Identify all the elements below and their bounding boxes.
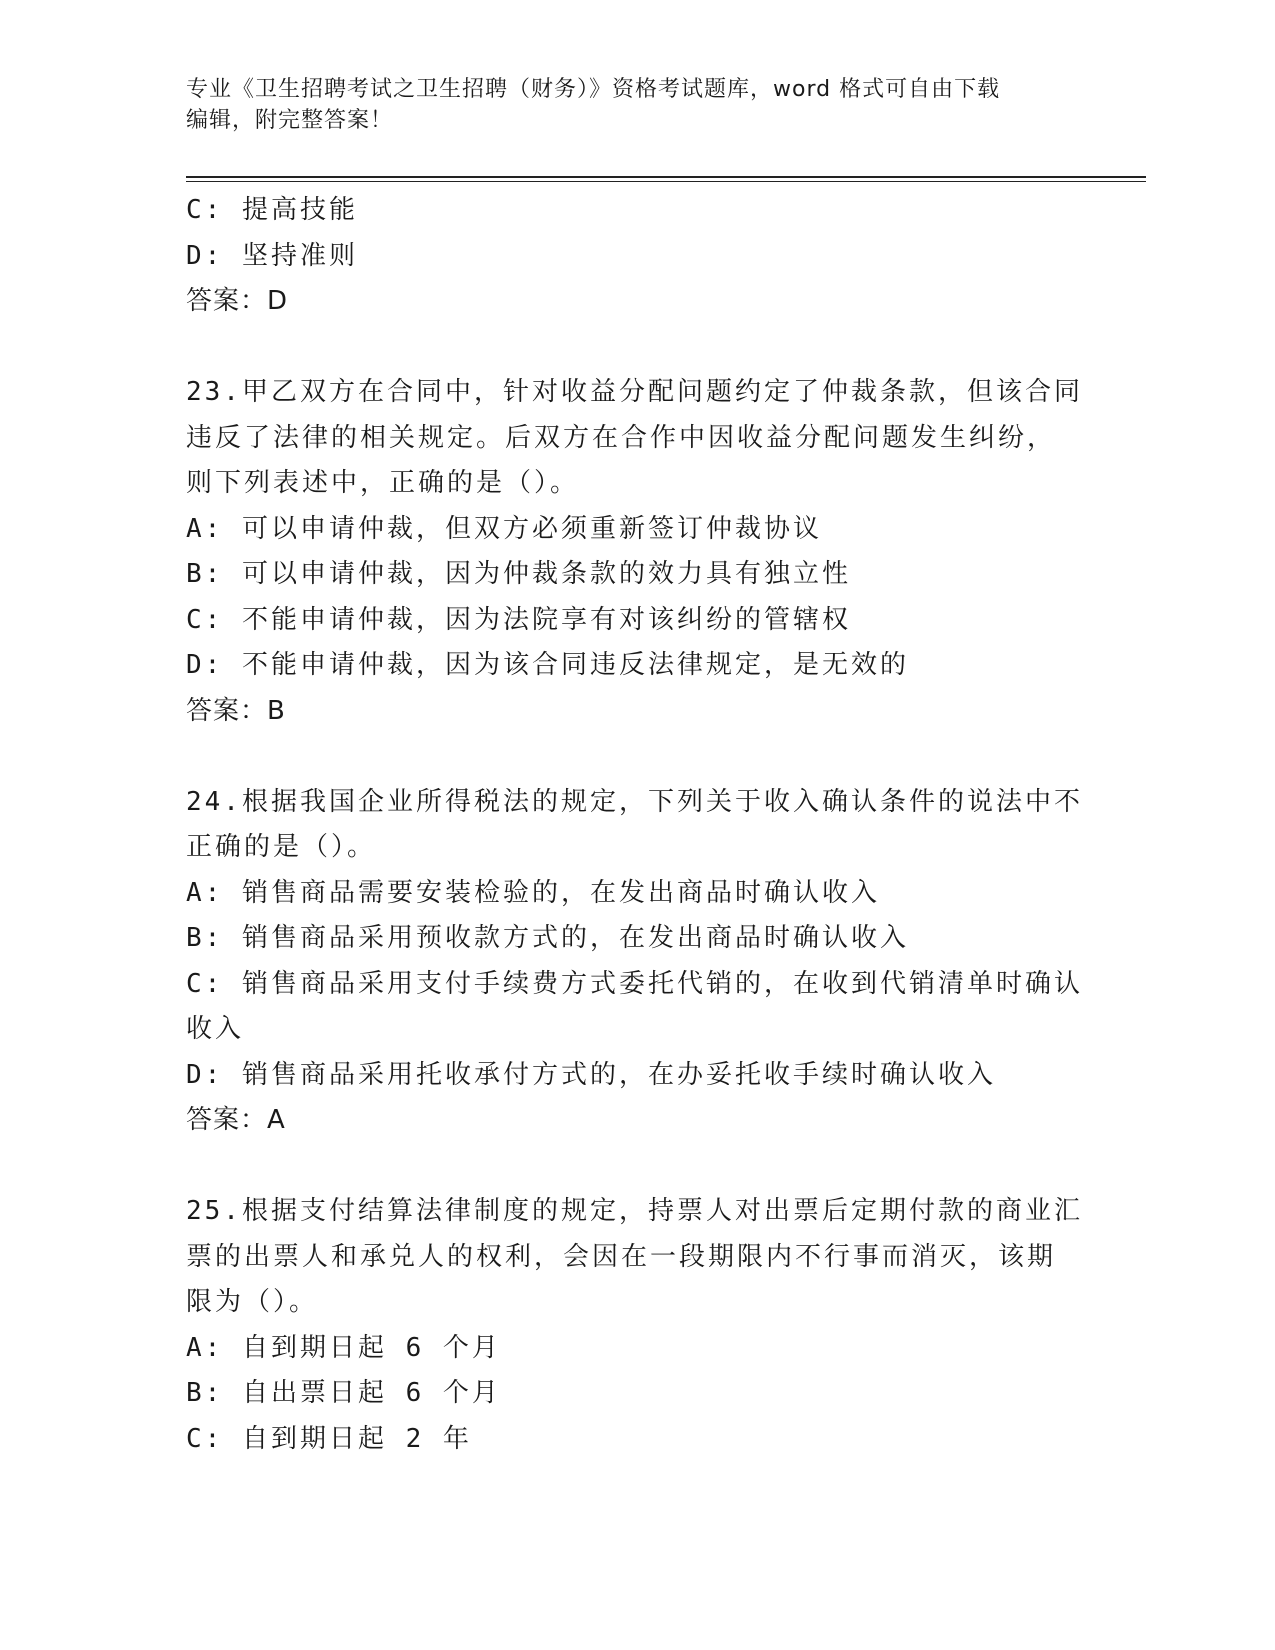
option-b: B: 销售商品采用预收款方式的，在发出商品时确认收入 [186,923,909,953]
spacer [186,325,1086,371]
answer-label: 答案：B [186,695,286,726]
answer-label: 答案：A [186,1105,286,1135]
header-rule-thin [186,181,1146,182]
option-a: A: 自到期日起 6 个月 [186,1332,501,1363]
option-c: C: 提高技能 [186,195,358,225]
answer-label: 答案：D [186,286,289,316]
question-stem: 正确的是（）。 [186,832,377,862]
document-header [186,74,1066,136]
question-stem: 限为（）。 [186,1287,319,1317]
header-rule-thick [186,176,1146,178]
option-c: C: 销售商品采用支付手续费方式委托代销的，在收到代销清单时确认 [186,968,1083,999]
option-b: B: 自出票日起 6 个月 [186,1378,501,1408]
option-a: A: 销售商品需要安装检验的，在发出商品时确认收入 [186,877,880,908]
option-d: D: 不能申请仲裁，因为该合同违反法律规定，是无效的 [186,650,909,680]
question-stem: 24.根据我国企业所得税法的规定，下列关于收入确认条件的说法中不 [186,786,1083,817]
spacer [186,1144,1086,1190]
spacer [186,734,1086,780]
question-content [186,188,1086,1462]
option-c: C: 自到期日起 2 年 [186,1423,472,1454]
question-stem: 违反了法律的相关规定。后双方在合作中因收益分配问题发生纠纷， [186,422,1057,453]
option-c-continued: 收入 [186,1014,245,1044]
question-stem: 票的出票人和承兑人的权利，会因在一段期限内不行事而消灭，该期 [186,1241,1057,1272]
option-d: D: 坚持准则 [186,240,358,271]
header-line-1: 专业《卫生招聘考试之卫生招聘（财务）》资格考试题库，word 格式可自由下载 [186,77,1001,102]
header-line-2: 编辑，附完整答案！ [186,108,394,133]
question-24 [186,780,1086,1144]
question-stem: 23.甲乙双方在合同中，针对收益分配问题约定了仲裁条款，但该合同 [186,377,1083,407]
option-b: B: 可以申请仲裁，因为仲裁条款的效力具有独立性 [186,559,851,589]
question-stem: 25.根据支付结算法律制度的规定，持票人对出票后定期付款的商业汇 [186,1196,1083,1226]
question-25 [186,1189,1086,1462]
option-d: D: 销售商品采用托收承付方式的，在办妥托收手续时确认收入 [186,1059,996,1090]
question-stem: 则下列表述中，正确的是（）。 [186,468,580,498]
question-23 [186,370,1086,734]
option-a: A: 可以申请仲裁，但双方必须重新签订仲裁协议 [186,513,822,544]
option-c: C: 不能申请仲裁，因为法院享有对该纠纷的管辖权 [186,604,851,635]
